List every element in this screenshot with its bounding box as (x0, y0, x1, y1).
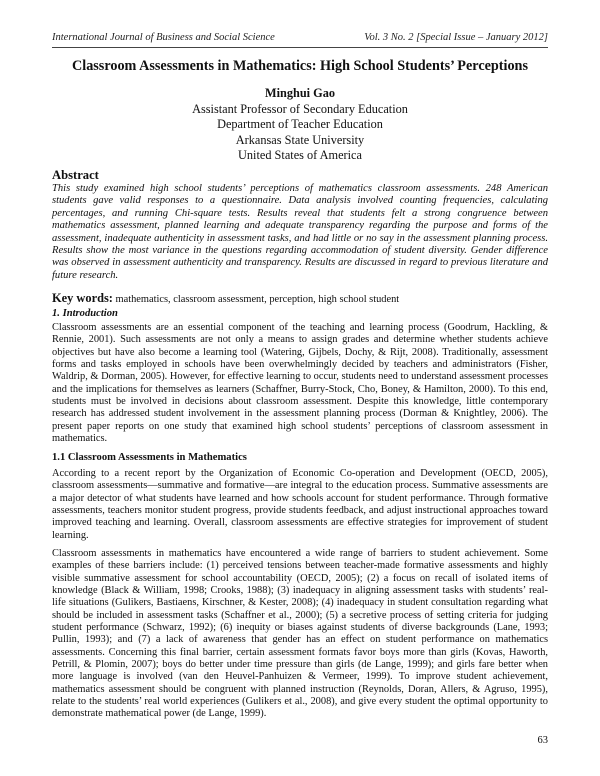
author-name: Minghui Gao (264, 86, 336, 100)
page-number: 63 (537, 735, 548, 746)
running-header (52, 32, 548, 46)
section-heading-introduction: 1. Introduction (52, 308, 118, 319)
subsection-heading: 1.1 Classroom Assessments in Mathematics (52, 452, 247, 463)
issue-info: Vol. 3 No. 2 [Special Issue – January 2012] (364, 32, 548, 43)
subsection-paragraph-1: According to a recent report by the Organization of Economic Co-operation and Development (OECD, 2005), classroom assessments—summative and formative—are integral to the education process. Summative assessments are a major detector of what students have learned and how schools account for student performance. Through formative assessments, teachers monitor student progress, provide students feedback, and adjust instructional approaches toward improved teaching and learning. Overall, classroom assessments are effective strategies for improvement of student learning. (52, 468, 548, 541)
header-rule (52, 47, 548, 48)
paper-title: Classroom Assessments in Mathematics: High School Students’ Perceptions (72, 58, 528, 74)
author-position: Assistant Professor of Secondary Education (192, 101, 408, 116)
abstract-heading: Abstract (52, 168, 99, 182)
keywords-text: mathematics, classroom assessment, perception, high school student (115, 294, 400, 305)
introduction-paragraph: Classroom assessments are an essential component of the teaching and learning process (Goodrum, Hackling, & Rennie, 2001). Such assessments are not only a means to assign grades and determine whether students achieve objectives but have also become a learning tool (Watering, Gijbels, Dochy, & Rijt, 2008). Traditionally, assessment forms and tasks employed in schools have been overwhelmingly decided by teachers and administrators (Fisher, Waldrip, & Dorman, 2005). However, for effective learning to occur, students need to understand assessment processes and the implications for themselves as learners (Schaffner, Burry-Stock, Cho, Boney, & Hamilton, 2000). To this end, students must be involved in decisions about classroom assessment. Despite this knowledge, little contemporary research has addressed student involvement in the assessment planning process (Dorman & Knightley, 2006). The present paper reports on one study that examined high school students’ perceptions of classroom assessment in mathematics. (52, 322, 548, 445)
author-university: Arkansas State University (235, 132, 365, 147)
author-department: Department of Teacher Education (217, 117, 383, 132)
author-country: United States of America (238, 148, 362, 163)
keywords-label: Key words: (52, 291, 113, 305)
author-block (52, 86, 548, 164)
subsection-paragraph-2: Classroom assessments in mathematics have encountered a wide range of barriers to student achievement. Some examples of these barriers include: (1) perceived tensions between teacher-made formative assessments and highly visible summative assessment for school accountability (OECD, 2005); (2) a focus on recall of isolated items of knowledge (Black & William, 1998; Crooks, 1988); (3) inadequacy in aligning assessment tasks with students’ real-life situations (Gulikers, Bastiaens, Kirschner, & Kester, 2008); (4) inadequacy in student consultation regarding what should be included in assessment tasks (Schaffner et al., 2000); (5) a secretive process of setting criteria for judging student performance (Schwarz, 1992); (6) inequity or biases against students of diverse backgrounds (Lane, 1993; Pullin, 1993); and (7) a lack of awareness that gender has an effect on student performance on mathematics assessments. Concerning this final barrier, certain assessment formats favor boys more than girls (Kovas, Haworth, Petrill, & Plomin, 2007); boys do better under time pressure than girls (de Lange, 1999); and girls fare better when more language is involved (van den Heuvel-Panhuizen & Vermeer, 1999). To improve student achievement, mathematics assessment should be congruent with planned instruction (Reynolds, Doran, Allers, & Agruso, 1995), relate to the students’ real world experiences (Gulikers et al., 2008), and give every student the optimal opportunity to demonstrate mathematical power (de Lange, 1999). (52, 548, 548, 720)
journal-name: International Journal of Business and Social Science (52, 32, 275, 43)
keywords (52, 291, 548, 307)
abstract-text: This study examined high school students’ perceptions of mathematics classroom assessments. 248 American students gave valid responses to a questionnaire. Data analysis involved counting frequencies, calculating percentages, and running Chi-square tests. Results reveal that students felt a strong congruence between mathematics assessment, planned learning and adequate transparency regarding the purpose and forms of the assessment, inadequate authenticity in assessment tasks, and had little or no say in the assessment planning process. Results show the most variance in the questions regarding accommodation of student diversity. Gender difference was observed in assessment authenticity and transparency. Results are discussed in regard to previous literature and future research. (52, 183, 548, 281)
